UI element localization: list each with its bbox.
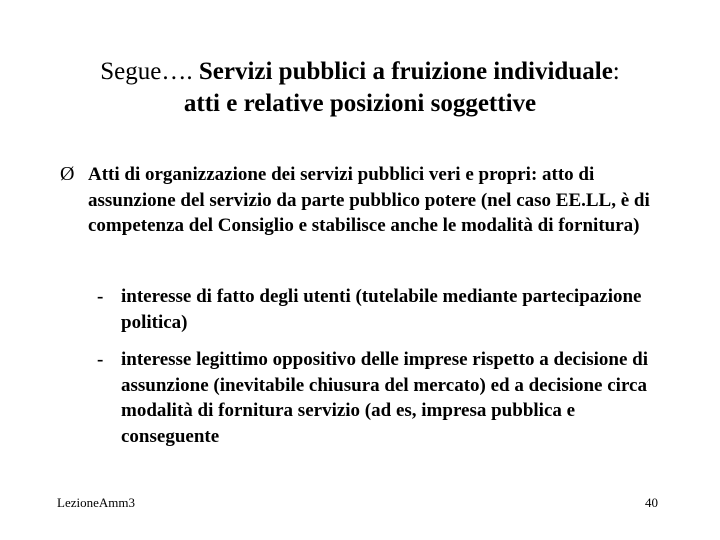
main-bullet-text: Atti di organizzazione dei servizi pubblici veri e propri: atto di assunzione del servizio da parte pubblico potere (nel caso EE.LL, è di competenza del Consiglio e stabilisce anche le modalità di fornitura) bbox=[88, 164, 650, 236]
slide-title bbox=[40, 56, 680, 120]
footer-page-number: 40 bbox=[645, 495, 658, 510]
sub-bullet-2 bbox=[97, 347, 677, 449]
main-bullet bbox=[60, 162, 670, 239]
arrow-bullet-icon: Ø bbox=[60, 163, 75, 185]
sub-bullet-text: interesse di fatto degli utenti (tutelabile mediante partecipazione politica) bbox=[121, 286, 642, 333]
footer-lecture-label: LezioneAmm3 bbox=[57, 495, 135, 510]
title-line-1 bbox=[40, 56, 680, 88]
title-bold-text: Servizi pubblici a fruizione individuale bbox=[198, 58, 613, 85]
sub-bullet-1 bbox=[97, 284, 677, 335]
title-line-2: atti e relative posizioni soggettive bbox=[183, 90, 537, 117]
dash-bullet: - bbox=[97, 286, 104, 307]
title-prefix: Segue…. bbox=[100, 58, 199, 85]
title-colon: : bbox=[612, 58, 620, 85]
dash-bullet: - bbox=[97, 349, 104, 370]
sub-bullet-text: interesse legittimo oppositivo delle imprese rispetto a decisione di assunzione (inevitabile chiusura del mercato) ed a decisione circa modalità di fornitura servizio (ad es, impresa pubblica e conseguente bbox=[121, 349, 649, 447]
